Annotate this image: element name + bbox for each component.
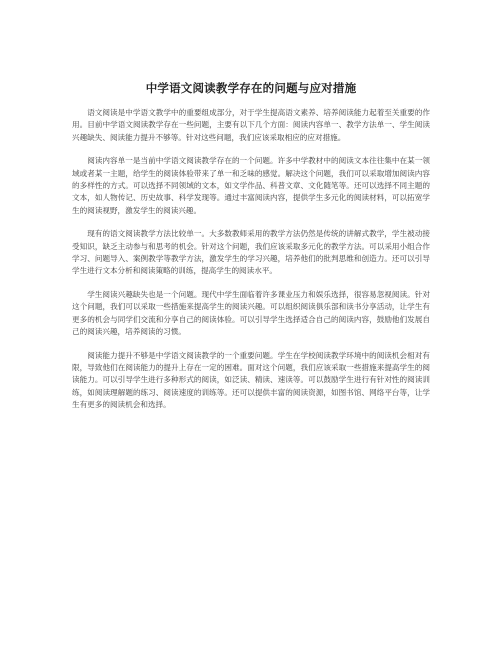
paragraph-reading-interest: 学生阅读兴趣缺失也是一个问题。现代中学生面临着许多课业压力和娱乐选择，很容易忽视阅读。针对这个问题，我们可以采取一些措施来提高学生的阅读兴趣。可以组织阅读俱乐部和读书分享活动，让学生有更多的机会与同学们交流和分享自己的阅读体验。可以引导学生选择适合自己的阅读内容，鼓励他们发展自己的阅读兴趣，培养阅读的习惯。 — [72, 289, 430, 337]
document-title: 中学语文阅读教学存在的问题与应对措施 — [145, 81, 357, 95]
paragraph-reading-content: 阅读内容单一是当前中学语文阅读教学存在的一个问题。许多中学教材中的阅读文本往往集中在某一领域或者某一主题，给学生的阅读体验带来了单一和乏味的感觉。解决这个问题，我们可以采取增加阅读内容的多样性的方式。可以选择不同领域的文本，如文学作品、科普文章、文化随笔等。还可以选择不同主题的文本，如人物传记、历史故事、科学发现等。通过丰富阅读内容，提供学生多元化的阅读材料，可以拓宽学生的阅读视野，激发学生的阅读兴趣。 — [72, 156, 430, 215]
paragraph-intro: 语文阅读是中学语文教学中的重要组成部分，对于学生提高语文素养、培养阅读能力起着至关重要的作用。目前中学语文阅读教学存在一些问题，主要有以下几个方面：阅读内容单一、教学方法单一、学生阅读兴趣缺失、阅读能力提升不够等。针对这些问题，我们应该采取相应的应对措施。 — [72, 108, 430, 142]
paragraph-teaching-methods: 现有的语文阅读教学方法比较单一。大多数教师采用的教学方法仍然是传统的讲解式教学，学生被动接受知识，缺乏主动参与和思考的机会。针对这个问题，我们应该采取多元化的教学方法。可以采用小组合作学习、问题导入、案例教学等教学方法，激发学生的学习兴趣，培养他们的批判思维和创造力。还可以引导学生进行文本分析和阅读策略的训练，提高学生的阅读水平。 — [72, 229, 430, 276]
paragraph-reading-ability: 阅读能力提升不够是中学语文阅读教学的一个重要问题。学生在学校阅读教学环境中的阅读机会相对有限，导致他们在阅读能力的提升上存在一定的困难。面对这个问题，我们应该采取一些措施来提高学生的阅读能力。可以引导学生进行多种形式的阅读，如泛读、精读、速读等。可以鼓励学生进行有针对性的阅读训练，如阅读理解题的练习、阅读速度的训练等。还可以提供丰富的阅读资源，如图书馆、网络平台等，让学生有更多的阅读机会和选择。 — [72, 350, 430, 410]
document-body — [72, 107, 430, 423]
